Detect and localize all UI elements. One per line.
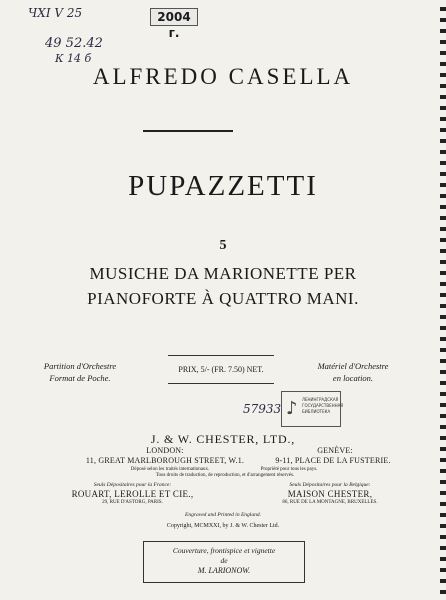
subtitle-line-1: MUSICHE DA MARIONETTE PER [89, 264, 357, 283]
library-stamp-line-2: ГОСУДАРСТВЕННАЯ [302, 403, 344, 408]
rights-notice: Tous droits de traduction, de reproduction, et d'arrangement réservés. [155, 473, 295, 478]
piece-count: 5 [219, 238, 227, 253]
price: PRIX, 5/- (FR. 7.50) NET. [178, 365, 264, 374]
library-stamp-line-1: ЛЕНИНГРАДСКАЯ [302, 397, 339, 402]
materiel-note-line-2: en location. [332, 373, 374, 383]
belgique-name: MAISON CHESTER, [287, 489, 373, 499]
handwritten-mark: ЧХІ V 25 [28, 6, 83, 20]
shelf-mark-2: К 14 б [55, 52, 92, 65]
library-number: 57933 [243, 402, 282, 416]
inventory-stamp: 2004 г. [150, 8, 198, 26]
lyre-icon: ♪ [286, 398, 298, 419]
materiel-note [303, 360, 403, 384]
belgique-label: Seuls Dépositaires pour la Belgique: [289, 482, 371, 488]
belgique-address: 86, RUE DE LA MONTAGNE, BRUXELLES. [282, 500, 378, 505]
cover-line-1: Couverture, frontispice et vignette [172, 546, 276, 555]
deposit-right: Propriété pour tous les pays. [260, 467, 318, 472]
geneve-address: 9-11, PLACE DE LA FUSTERIE. [275, 456, 391, 465]
copyright: Copyright, MCMXXI, by J. & W. Chester Ltd. [166, 523, 280, 529]
france-address: 29, RUE D'ASTORG, PARIS. [102, 500, 163, 505]
partition-note-line-2: Format de Poche. [49, 373, 111, 383]
geneve-city: GENÈVE: [317, 446, 353, 455]
france-name: ROUART, LEROLLE ET CIE., [71, 489, 194, 499]
publisher-name: J. & W. CHESTER, LTD., [150, 432, 296, 446]
london-address: 11, GREAT MARLBOROUGH STREET, W.1. [85, 456, 245, 465]
work-title: PUPAZZETTI [128, 170, 318, 202]
shelf-mark: 49 52.42 [45, 36, 103, 51]
cover-line-2: de [220, 556, 228, 565]
price-rule-bottom [168, 383, 274, 384]
deposit-left: Déposé selon les traités internationaux. [130, 467, 210, 472]
partition-note [30, 360, 130, 384]
partition-note-line-1: Partition d'Orchestre [43, 361, 117, 371]
binding-edge [440, 0, 446, 600]
divider [143, 130, 233, 132]
materiel-note-line-1: Matériel d'Orchestre [317, 361, 389, 371]
library-stamp [281, 391, 344, 427]
subtitle-line-2: PIANOFORTE À QUATTRO MANI. [87, 289, 359, 308]
library-stamp-line-3: БИБЛИОТЕКА [302, 409, 331, 414]
cover-credit-box [143, 541, 305, 583]
engraved-note: Engraved and Printed in England. [185, 512, 261, 518]
cover-line-3: M. LARIONOW. [197, 566, 251, 575]
france-label: Seuls Dépositaires pour la France: [93, 482, 172, 488]
composer-name: ALFREDO CASELLA [92, 64, 354, 89]
price-rule-top [168, 355, 274, 356]
london-city: LONDON: [146, 446, 184, 455]
